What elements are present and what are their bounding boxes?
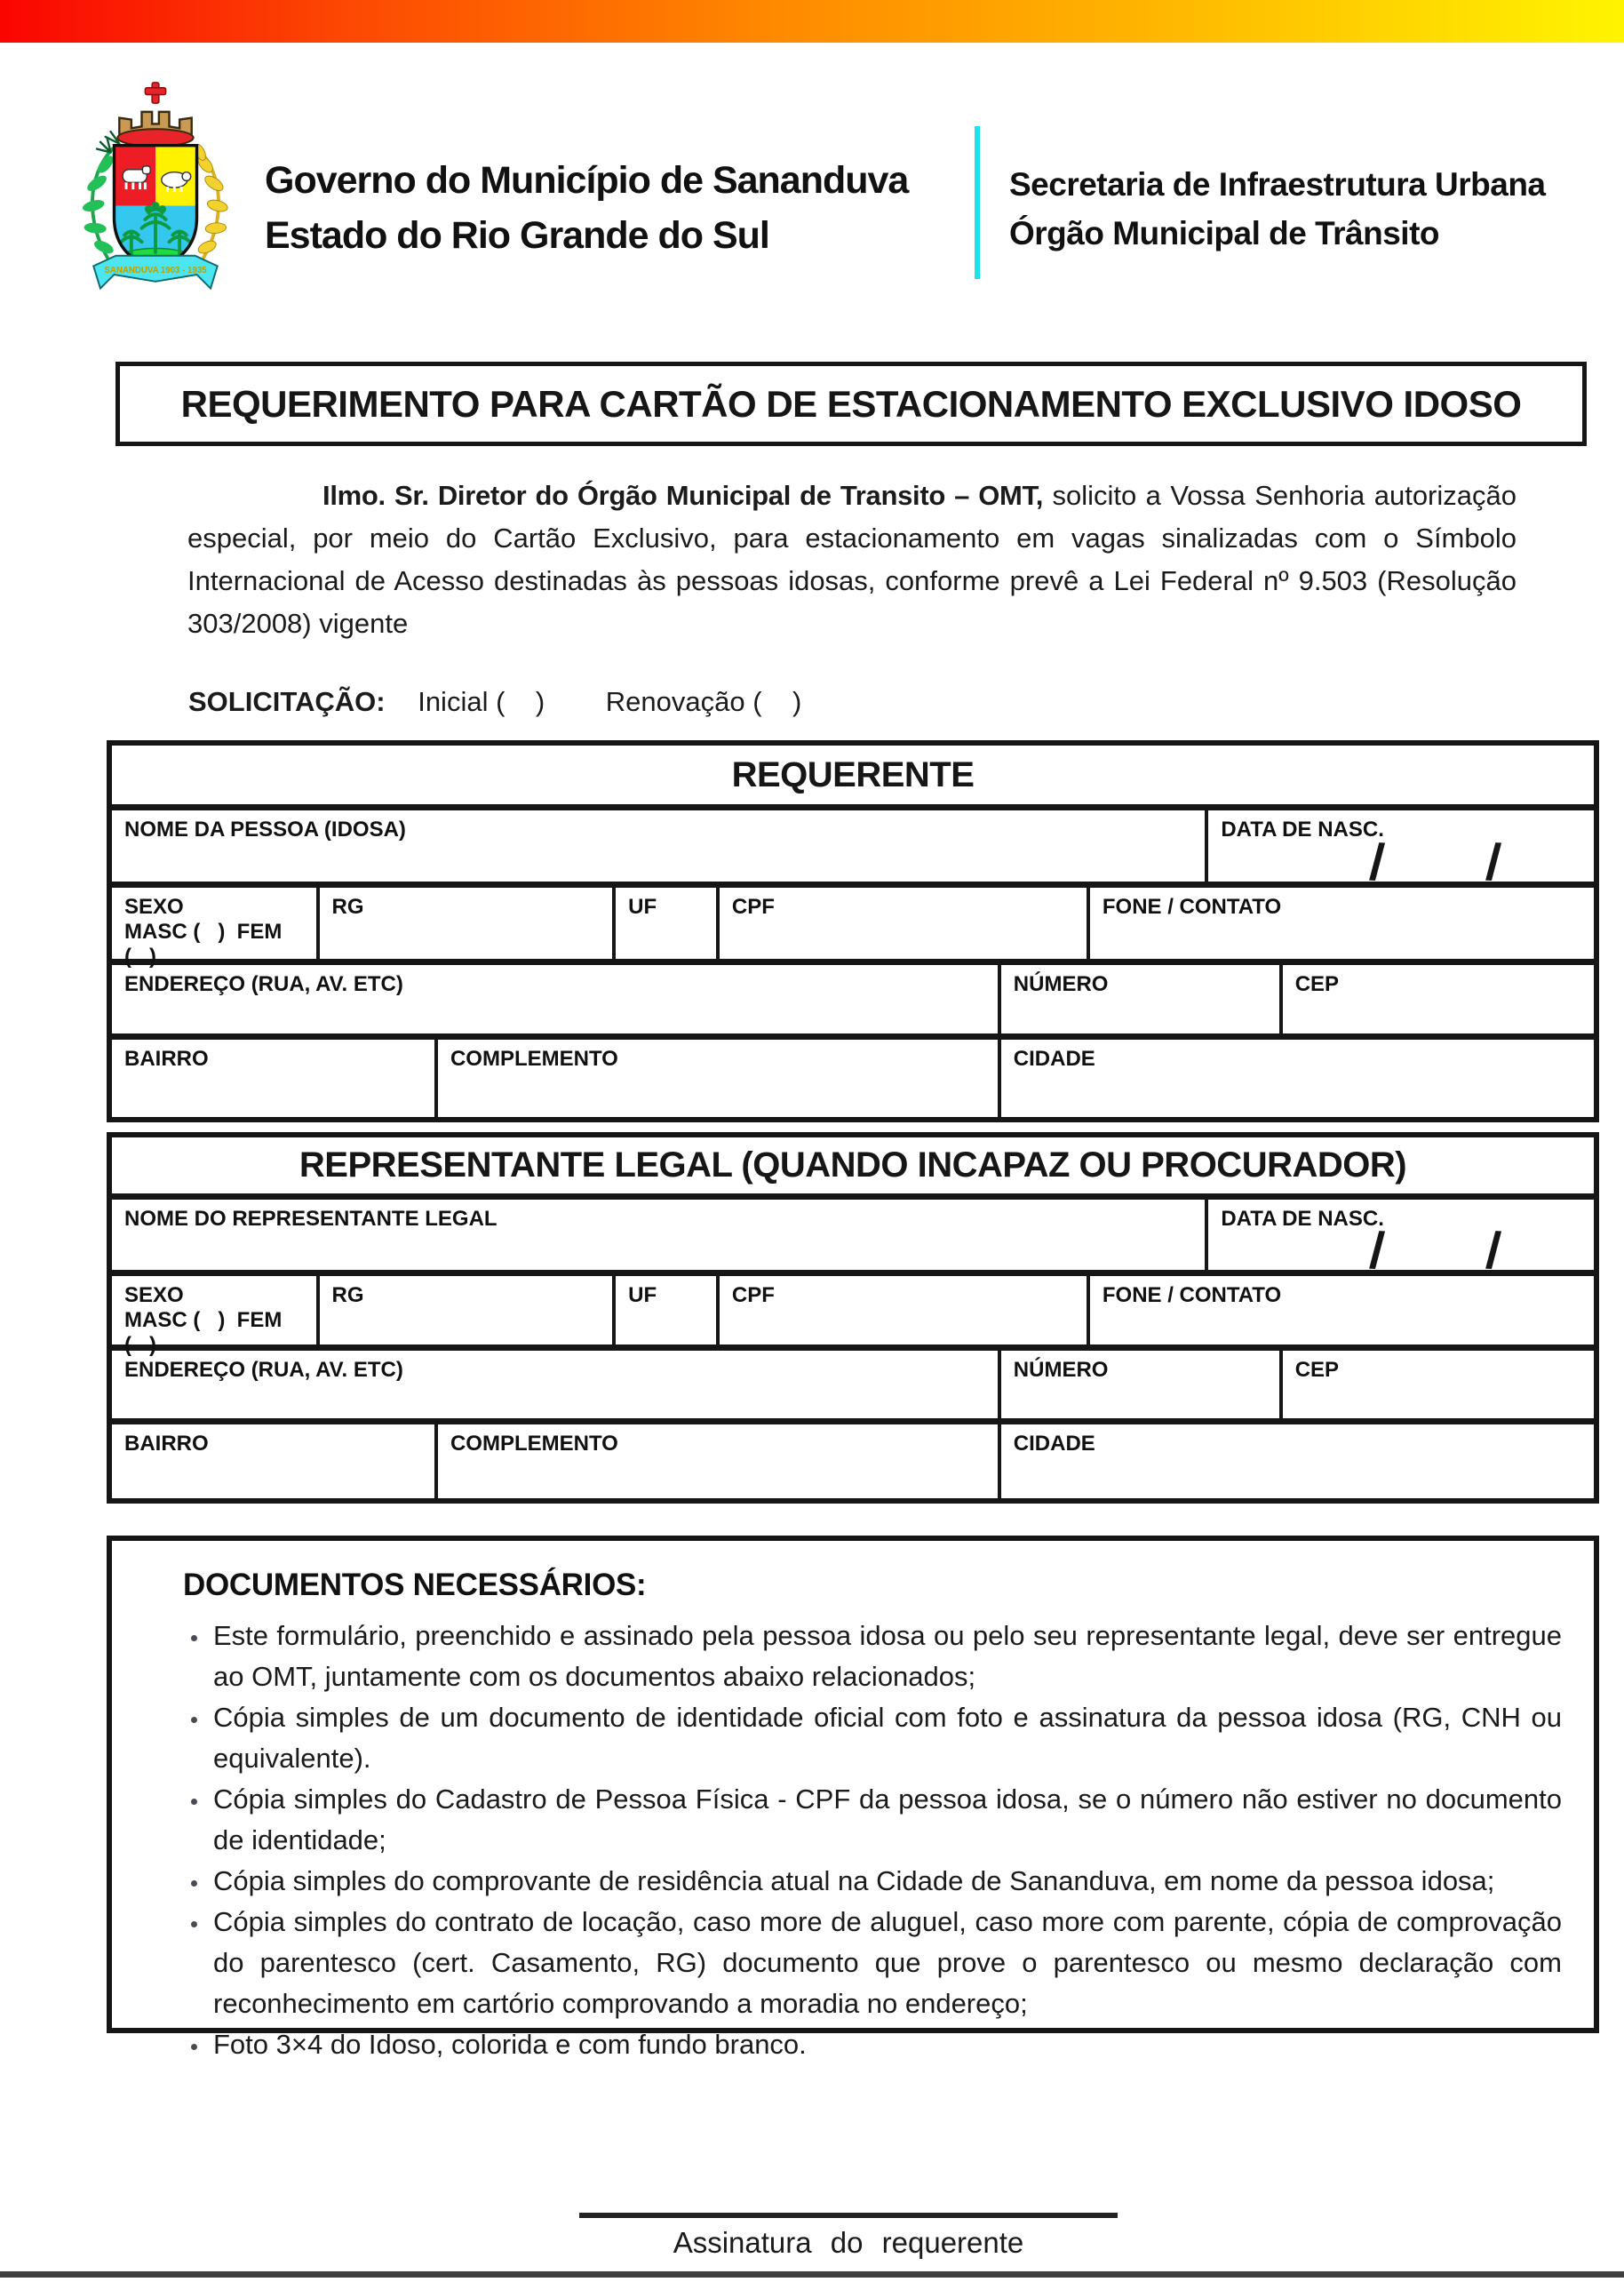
requerente-row-identificacao (112, 888, 1594, 969)
field-sexo (112, 1276, 320, 1357)
field-bairro: BAIRRO (112, 1424, 438, 1498)
letterhead-left (265, 153, 908, 263)
transit-organ-name: Órgão Municipal de Trânsito (1009, 215, 1440, 251)
representante-row-identificacao (112, 1276, 1594, 1357)
government-name: Governo do Município de Sananduva (265, 159, 909, 202)
documentos-title: DOCUMENTOS NECESSÁRIOS: (183, 1568, 647, 1602)
requerente-row-endereco (112, 965, 1594, 1040)
field-rg: RG (320, 888, 617, 959)
field-uf: UF (616, 888, 720, 959)
field-data-nascimento (1208, 1200, 1594, 1281)
intro-paragraph (187, 475, 1517, 645)
field-data-nascimento-label: DATA DE NASC. (1221, 1207, 1384, 1231)
field-numero: NÚMERO (1001, 965, 1283, 1033)
date-slash: / (1368, 1221, 1387, 1281)
field-sexo (112, 888, 320, 969)
field-rg: RG (320, 1276, 617, 1344)
letterhead-right (1009, 160, 1546, 258)
representante-section-title-row (112, 1137, 1594, 1200)
field-endereco: ENDEREÇO (RUA, AV. ETC) (112, 965, 1001, 1033)
field-nome-pessoa-idosa: NOME DA PESSOA (IDOSA) (112, 810, 1208, 882)
secretariat-name: Secretaria de Infraestrutura Urbana (1009, 166, 1546, 203)
field-complemento: COMPLEMENTO (438, 1424, 1001, 1498)
field-complemento: COMPLEMENTO (438, 1040, 1001, 1117)
option-inicial: Inicial ( ) (418, 686, 545, 717)
option-renovacao: Renovação ( ) (605, 686, 802, 717)
field-uf: UF (616, 1276, 720, 1344)
field-sexo-options: MASC ( ) FEM ( ) (124, 1308, 283, 1357)
documentos-item: • Cópia simples do comprovante de residência atual na Cidade de Sananduva, em nome da pessoa idosa; (210, 1861, 1562, 1902)
requerente-row-nome (112, 810, 1594, 892)
representante-section-title: REPRESENTANTE LEGAL (QUANDO INCAPAZ OU PROCURADOR) (299, 1145, 1407, 1185)
field-endereco: ENDEREÇO (RUA, AV. ETC) (112, 1351, 1001, 1418)
requerente-section-title: REQUERENTE (731, 754, 975, 794)
form-title: REQUERIMENTO PARA CARTÃO DE ESTACIONAMENTO EXCLUSIVO IDOSO (180, 382, 1522, 425)
field-numero: NÚMERO (1001, 1351, 1283, 1418)
representante-row-nome (112, 1200, 1594, 1281)
date-slash: / (1484, 1221, 1502, 1281)
field-fone-contato: FONE / CONTATO (1102, 895, 1282, 919)
intro-body: solicito a Vossa Senhoria autorização especial, por meio do Cartão Exclusivo, para estacionamento em vagas sinalizadas com o Símbolo Internacional de Acesso destinadas às pessoas idosas, conforme prevê a Lei Federal nº 9.503 (Resolução 303/2008) vigente (187, 480, 1517, 639)
documentos-item: • Cópia simples do Cadastro de Pessoa Física - CPF da pessoa idosa, se o número não estiver no documento de identidade; (210, 1779, 1562, 1861)
field-cep: CEP (1294, 972, 1340, 996)
documentos-item: • Cópia simples do contrato de locação, caso more de aluguel, caso more com parente, cópia de comprovação do parentesco (cert. Casamento, RG) documento que prove o parentesco ou mesmo declaração com reconhecimento em cartório comprovando a moradia no endereço; (210, 1902, 1562, 2024)
signature-line (579, 2213, 1118, 2218)
field-bairro: BAIRRO (112, 1040, 438, 1117)
footer-rule (0, 2271, 1624, 2278)
top-gradient-bar (0, 0, 1624, 43)
documentos-item: • Cópia simples de um documento de identidade oficial com foto e assinatura da pessoa idosa (RG, CNH ou equivalente). (210, 1697, 1562, 1779)
intro-salutation: Ilmo. Sr. Diretor do Órgão Municipal de Transito – OMT, (322, 480, 1044, 511)
form-title-box (115, 362, 1587, 446)
documentos-section (107, 1536, 1599, 2060)
header-vertical-divider (975, 126, 980, 279)
municipal-coat-of-arms-icon (68, 80, 243, 304)
field-data-nascimento-label: DATA DE NASC. (1221, 818, 1384, 842)
ribbon-icon (93, 256, 218, 289)
field-cpf: CPF (720, 888, 1090, 959)
field-data-nascimento (1208, 810, 1594, 892)
field-sexo-label: SEXO (124, 1283, 184, 1307)
documentos-item: • Este formulário, preenchido e assinado pela pessoa idosa ou pelo seu representante legal, deve ser entregue ao OMT, juntamente com os documentos abaixo relacionados; (210, 1616, 1562, 1697)
signature-label: Assinatura do requerente (673, 2226, 1024, 2259)
cross-icon (145, 83, 165, 103)
state-name: Estado do Rio Grande do Sul (265, 214, 769, 257)
field-fone-contato: FONE / CONTATO (1102, 1283, 1282, 1307)
request-type-label: SOLICITAÇÃO: (188, 686, 386, 717)
representante-row-endereco (112, 1351, 1594, 1424)
field-sexo-label: SEXO (124, 895, 184, 919)
documentos-item: • Foto 3×4 do Idoso, colorida e com fundo branco. (210, 2024, 1562, 2065)
mural-crown-icon (117, 112, 193, 147)
field-cpf: CPF (720, 1276, 1090, 1344)
requerente-section (107, 740, 1599, 1122)
representante-row-bairro (112, 1424, 1594, 1498)
field-cidade: CIDADE (1013, 1432, 1095, 1456)
date-slash: / (1368, 833, 1387, 892)
date-slash: / (1484, 833, 1502, 892)
documentos-list (112, 1616, 1594, 2065)
ribbon-text: SANANDUVA 1903 - 1935 (104, 266, 207, 276)
requerente-section-title-row (112, 746, 1594, 810)
field-nome-representante: NOME DO REPRESENTANTE LEGAL (112, 1200, 1208, 1270)
request-type-line (188, 686, 801, 718)
field-cep: CEP (1294, 1358, 1340, 1382)
representante-section (107, 1132, 1599, 1504)
requerente-row-bairro (112, 1040, 1594, 1117)
field-cidade: CIDADE (1013, 1047, 1095, 1071)
field-sexo-options: MASC ( ) FEM ( ) (124, 920, 283, 969)
